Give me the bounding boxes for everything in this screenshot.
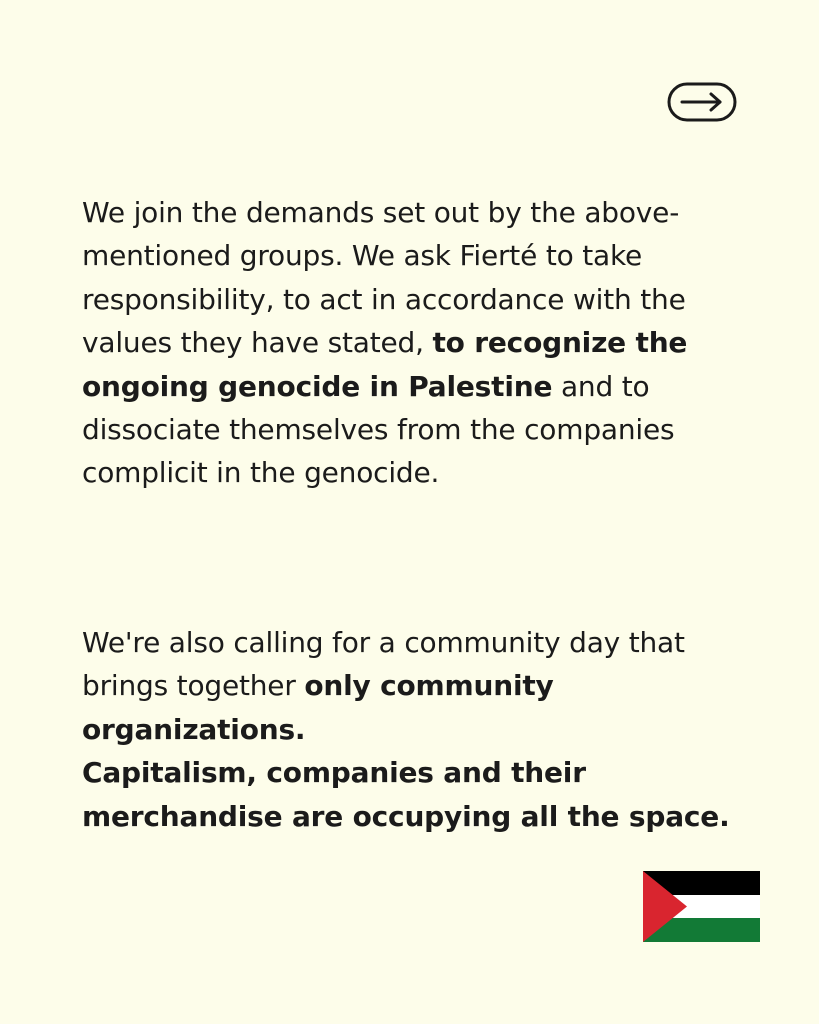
demands-text-end: and to dissociate themselves from the companies complicit in the genocide.: [82, 369, 675, 490]
community-day-paragraph: [82, 621, 732, 838]
capitalism-statement: Capitalism, companies and their merchandise are occupying all the space.: [82, 756, 730, 833]
community-day-text: We're also calling for a community day that brings together: [82, 626, 685, 703]
palestine-flag-icon: [643, 871, 760, 942]
palestine-flag: [643, 871, 760, 942]
demands-paragraph: [82, 191, 732, 495]
demands-text-start: We join the demands set out by the above-mentioned groups. We ask Fierté to take responsibility, to act in accordance with the values they have stated,: [82, 196, 686, 360]
next-slide-button[interactable]: [667, 82, 737, 122]
genocide-recognition-demand: to recognize the ongoing genocide in Palestine: [82, 326, 688, 403]
community-organizations-emphasis: only community organizations.: [82, 669, 554, 746]
arrow-right-icon: [667, 82, 737, 122]
